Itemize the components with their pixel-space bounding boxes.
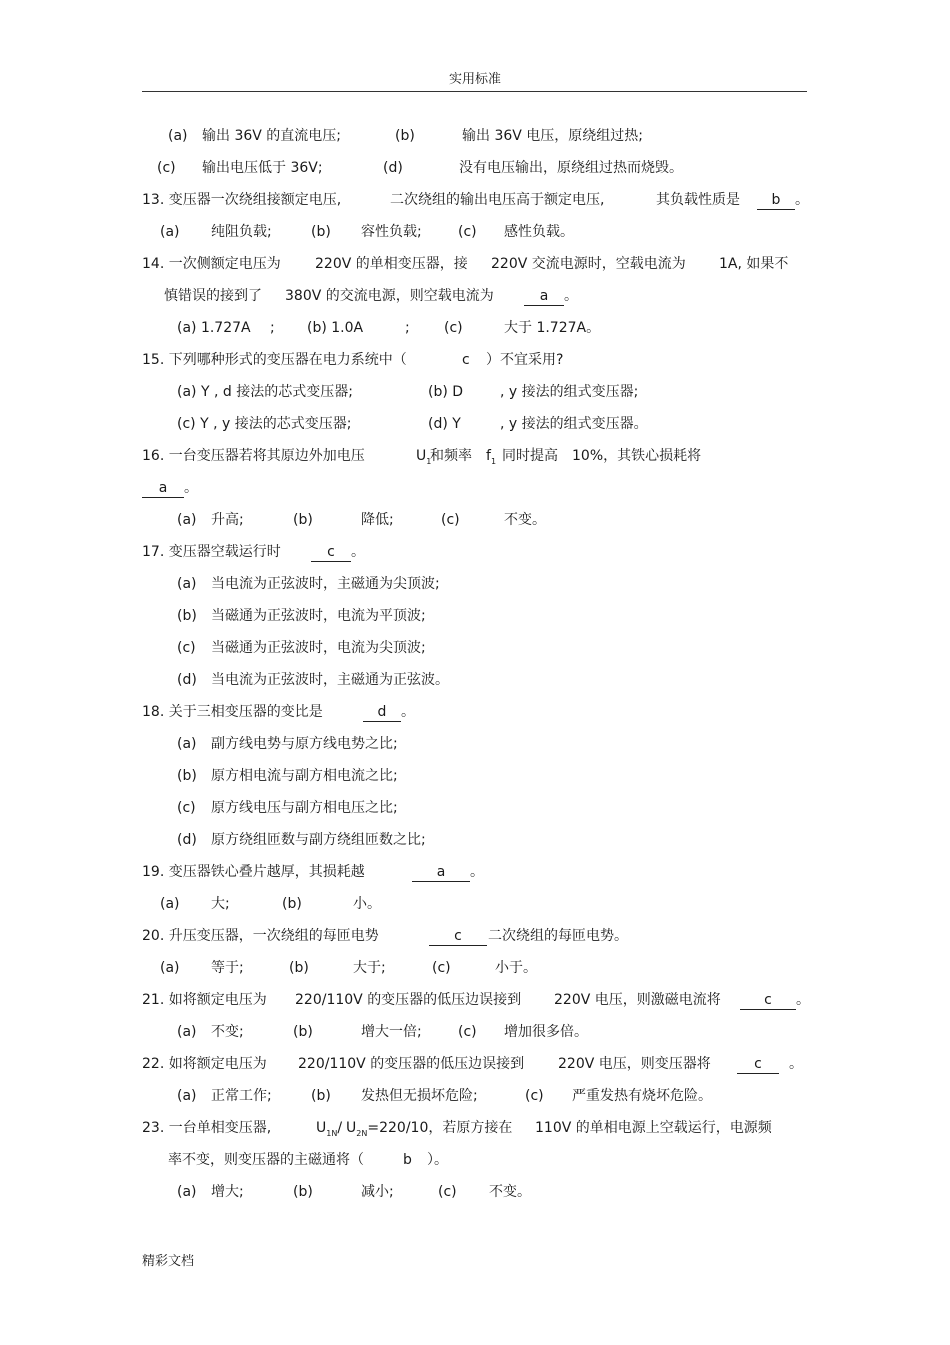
q16-f-subscript: 1 bbox=[490, 456, 497, 466]
q23-option-a-text: 增大; bbox=[211, 1184, 244, 1200]
q12-option-d-text: 没有电压输出，原绕组过热而烧毁。 bbox=[459, 160, 683, 176]
q19-stem: 19. 变压器铁心叠片越厚，其损耗越 bbox=[142, 864, 365, 880]
q23-stem-2: 110V 的单相电源上空载运行，电源频 bbox=[535, 1120, 772, 1136]
q13-stem-2: 二次绕组的输出电压高于额定电压, bbox=[390, 192, 605, 208]
q14-option-a-sep: ; bbox=[270, 320, 275, 336]
q22-option-b-text: 发热但无损坏危险; bbox=[361, 1088, 478, 1104]
q23-u1-subscript: 1N bbox=[326, 1128, 338, 1138]
q14-stem-3: 220V 交流电源时，空载电流为 bbox=[491, 256, 686, 272]
q18-option-d-text: 原方绕组匝数与副方绕组匝数之比; bbox=[211, 832, 426, 848]
q16-stem-1: 16. 一台变压器若将其原边外加电压 bbox=[142, 448, 365, 464]
q16-option-a-text: 升高; bbox=[211, 512, 244, 528]
q18-option-a-text: 副方线电势与原方线电势之比; bbox=[211, 736, 398, 752]
q13-option-c-label: (c) bbox=[458, 224, 477, 240]
q14-stem-6: 380V 的交流电源，则空载电流为 bbox=[285, 288, 494, 304]
q21-stem-1: 21. 如将额定电压为 bbox=[142, 992, 267, 1008]
q14-option-c-text: 大于 1.727A。 bbox=[504, 320, 601, 336]
q13-option-b-text: 容性负载; bbox=[361, 224, 422, 240]
q20-option-c-text: 小于。 bbox=[495, 960, 537, 976]
q23-option-b-text: 减小; bbox=[361, 1184, 394, 1200]
q12-option-b-text: 输出 36V 电压，原绕组过热; bbox=[462, 128, 644, 144]
q21-option-a-text: 不变; bbox=[211, 1024, 244, 1040]
q18-option-b-label: (b) bbox=[177, 768, 197, 784]
q21-option-b-text: 增大一倍; bbox=[361, 1024, 422, 1040]
q14-stem-4: 1A, 如果不 bbox=[719, 256, 789, 272]
q16-stem-3: 同时提高 bbox=[502, 448, 558, 464]
q15-option-a-text: (a) Y , d 接法的芯式变压器; bbox=[177, 384, 353, 400]
q23-option-c-text: 不变。 bbox=[489, 1184, 531, 1200]
q20-option-a-text: 等于; bbox=[211, 960, 244, 976]
q22-end: 。 bbox=[789, 1056, 803, 1072]
q13-option-a-label: (a) bbox=[160, 224, 180, 240]
q17-option-b-text: 当磁通为正弦波时，电流为平顶波; bbox=[211, 608, 426, 624]
q23-option-b-label: (b) bbox=[293, 1184, 313, 1200]
q17-option-a-text: 当电流为正弦波时，主磁通为尖顶波; bbox=[211, 576, 440, 592]
q21-end: 。 bbox=[796, 992, 810, 1008]
q19-option-a-label: (a) bbox=[160, 896, 180, 912]
q21-stem-3: 220V 电压，则激磁电流将 bbox=[554, 992, 721, 1008]
q12-option-c-text: 输出电压低于 36V; bbox=[202, 160, 323, 176]
q16-option-c-label: (c) bbox=[441, 512, 460, 528]
q18-option-a-label: (a) bbox=[177, 736, 197, 752]
q18-answer: d bbox=[363, 704, 401, 722]
q14-end: 。 bbox=[564, 288, 578, 304]
q17-end: 。 bbox=[351, 544, 365, 560]
q18-option-c-label: (c) bbox=[177, 800, 196, 816]
q23-stem-3: 率不变，则变压器的主磁通将（ bbox=[168, 1152, 364, 1168]
q21-option-a-label: (a) bbox=[177, 1024, 197, 1040]
q21-option-c-text: 增加很多倍。 bbox=[504, 1024, 588, 1040]
page-footer: 精彩文档 bbox=[142, 1254, 195, 1269]
q19-option-b-text: 小。 bbox=[353, 896, 381, 912]
q22-option-a-label: (a) bbox=[177, 1088, 197, 1104]
q17-stem: 17. 变压器空载运行时 bbox=[142, 544, 281, 560]
q17-answer: c bbox=[311, 544, 351, 562]
q18-option-b-text: 原方相电流与副方相电流之比; bbox=[211, 768, 398, 784]
q15-option-c-text: (c) Y , y 接法的芯式变压器; bbox=[177, 416, 352, 432]
q23-u1-symbol: U bbox=[316, 1120, 327, 1136]
q14-option-c-label: (c) bbox=[444, 320, 463, 336]
q20-option-c-label: (c) bbox=[432, 960, 451, 976]
q12-option-c-label: (c) bbox=[157, 160, 176, 176]
q23-option-c-label: (c) bbox=[438, 1184, 457, 1200]
q14-stem-1: 14. 一次侧额定电压为 bbox=[142, 256, 281, 272]
q14-option-b-text: (b) 1.0A bbox=[307, 320, 364, 336]
q15-option-b-text: (b) D bbox=[428, 384, 464, 400]
q19-option-a-text: 大; bbox=[211, 896, 230, 912]
q21-stem-2: 220/110V 的变压器的低压边误接到 bbox=[295, 992, 522, 1008]
q22-answer: c bbox=[737, 1056, 779, 1074]
q22-stem-3: 220V 电压，则变压器将 bbox=[558, 1056, 711, 1072]
q14-answer: a bbox=[524, 288, 564, 306]
q19-option-b-label: (b) bbox=[282, 896, 302, 912]
q23-slash: / bbox=[337, 1120, 343, 1136]
q16-u-symbol: U bbox=[416, 448, 427, 464]
q15-answer: c bbox=[462, 352, 470, 368]
q18-end: 。 bbox=[401, 704, 415, 720]
q23-u2-subscript: 2N bbox=[356, 1128, 368, 1138]
q18-stem: 18. 关于三相变压器的变比是 bbox=[142, 704, 323, 720]
q17-option-a-label: (a) bbox=[177, 576, 197, 592]
q15-stem-1: 15. 下列哪种形式的变压器在电力系统中（ bbox=[142, 352, 407, 368]
q20-stem-2: 二次绕组的每匝电势。 bbox=[488, 928, 628, 944]
q22-option-c-text: 严重发热有烧坏危险。 bbox=[572, 1088, 712, 1104]
q23-option-a-label: (a) bbox=[177, 1184, 197, 1200]
q12-option-a-label: (a) bbox=[168, 128, 188, 144]
page-header: 实用标准 bbox=[448, 72, 501, 87]
q21-option-b-label: (b) bbox=[293, 1024, 313, 1040]
q17-option-c-label: (c) bbox=[177, 640, 196, 656]
q17-option-d-text: 当电流为正弦波时，主磁通为正弦波。 bbox=[211, 672, 449, 688]
q22-option-b-label: (b) bbox=[311, 1088, 331, 1104]
q12-option-b-label: (b) bbox=[395, 128, 415, 144]
q16-stem-4: 10%，其铁心损耗将 bbox=[572, 448, 702, 464]
q12-option-d-label: (d) bbox=[383, 160, 403, 176]
q13-stem-3: 其负载性质是 bbox=[656, 192, 740, 208]
q12-option-a-text: 输出 36V 的直流电压; bbox=[202, 128, 342, 144]
q13-stem-1: 13. 变压器一次绕组接额定电压, bbox=[142, 192, 342, 208]
q20-option-a-label: (a) bbox=[160, 960, 180, 976]
q17-option-b-label: (b) bbox=[177, 608, 197, 624]
q22-stem-2: 220/110V 的变压器的低压边误接到 bbox=[298, 1056, 525, 1072]
q22-option-a-text: 正常工作; bbox=[211, 1088, 272, 1104]
q20-answer-wrap bbox=[429, 926, 487, 946]
q23-answer: b bbox=[403, 1152, 412, 1168]
q23-ratio: =220/10，若原方接在 bbox=[367, 1120, 513, 1136]
q17-option-c-text: 当磁通为正弦波时，电流为尖顶波; bbox=[211, 640, 426, 656]
q14-option-b-sep: ; bbox=[405, 320, 410, 336]
q17-option-d-label: (d) bbox=[177, 672, 197, 688]
q20-option-b-label: (b) bbox=[289, 960, 309, 976]
q18-option-d-label: (d) bbox=[177, 832, 197, 848]
q20-stem-1: 20. 升压变压器，一次绕组的每匝电势 bbox=[142, 928, 379, 944]
q22-stem-1: 22. 如将额定电压为 bbox=[142, 1056, 267, 1072]
q16-option-b-text: 降低; bbox=[361, 512, 394, 528]
q23-stem-4: ）。 bbox=[427, 1152, 448, 1168]
q16-option-c-text: 不变。 bbox=[504, 512, 546, 528]
q20-answer: c bbox=[429, 928, 487, 946]
q22-option-c-label: (c) bbox=[525, 1088, 544, 1104]
q16-option-b-label: (b) bbox=[293, 512, 313, 528]
q23-stem-1: 23. 一台单相变压器, bbox=[142, 1120, 272, 1136]
q16-option-a-label: (a) bbox=[177, 512, 197, 528]
q23-u2-symbol: U bbox=[346, 1120, 357, 1136]
q16-stem-2: 和频率 bbox=[430, 448, 472, 464]
q16-answer: a bbox=[142, 480, 184, 498]
q13-option-a-text: 纯阻负载; bbox=[211, 224, 272, 240]
q15-stem-2: ）不宜采用? bbox=[486, 352, 564, 368]
q16-u-subscript: 1 bbox=[426, 456, 432, 466]
q18-option-c-text: 原方线电压与副方相电压之比; bbox=[211, 800, 398, 816]
header-rule bbox=[142, 91, 807, 92]
q20-option-b-text: 大于; bbox=[353, 960, 386, 976]
q15-option-d-text: (d) Y bbox=[428, 416, 461, 432]
q15-option-b-text-2: , y 接法的组式变压器; bbox=[500, 384, 639, 400]
q13-end: 。 bbox=[795, 192, 809, 208]
q19-end: 。 bbox=[470, 864, 484, 880]
q13-option-b-label: (b) bbox=[311, 224, 331, 240]
q21-answer: c bbox=[740, 992, 796, 1010]
q16-end: 。 bbox=[184, 480, 198, 496]
q13-option-c-text: 感性负载。 bbox=[504, 224, 574, 240]
q14-stem-2: 220V 的单相变压器，接 bbox=[315, 256, 468, 272]
q15-option-d-text-2: , y 接法的组式变压器。 bbox=[500, 416, 648, 432]
q14-stem-5: 慎错误的接到了 bbox=[164, 288, 262, 304]
q19-answer: a bbox=[412, 864, 470, 882]
q16-f-symbol: f bbox=[486, 448, 491, 464]
q14-option-a-text: (a) 1.727A bbox=[177, 320, 251, 336]
q13-answer: b bbox=[757, 192, 795, 210]
q21-option-c-label: (c) bbox=[458, 1024, 477, 1040]
